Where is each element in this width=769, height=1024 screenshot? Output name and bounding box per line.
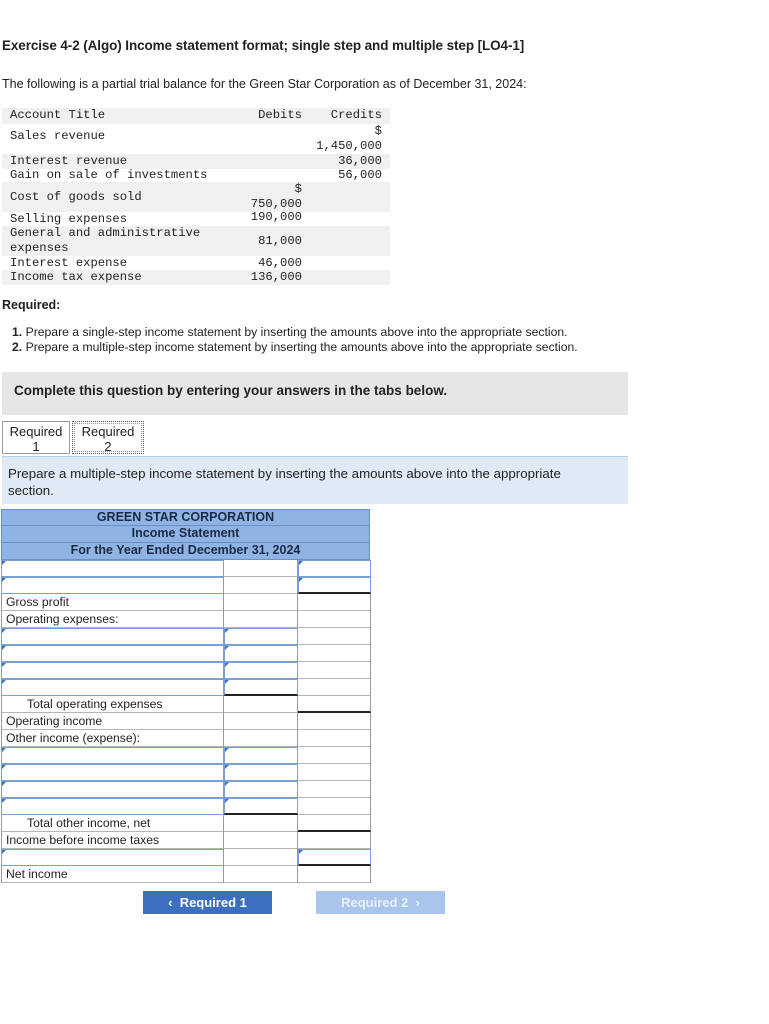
statement-row bbox=[1, 730, 371, 747]
table-row bbox=[2, 270, 390, 285]
header-debits: Debits bbox=[258, 108, 302, 122]
label-cell bbox=[1, 594, 224, 611]
amount-input[interactable] bbox=[298, 577, 371, 594]
prev-required-1-button[interactable]: ‹ Required 1 bbox=[143, 891, 272, 914]
credit-amount: $ 1,450,000 bbox=[307, 124, 382, 154]
account-input[interactable] bbox=[1, 577, 224, 594]
amount-input[interactable] bbox=[224, 798, 298, 815]
amount-cell bbox=[298, 781, 371, 798]
amount-input[interactable] bbox=[298, 560, 371, 577]
table-row bbox=[2, 212, 390, 227]
trial-balance-header-row bbox=[2, 108, 390, 124]
account-input[interactable] bbox=[1, 662, 224, 679]
amount-input[interactable] bbox=[224, 781, 298, 798]
account-input[interactable] bbox=[1, 747, 224, 764]
amount-input[interactable] bbox=[224, 628, 298, 645]
amount-cell bbox=[224, 560, 298, 577]
account-name: Gain on sale of investments bbox=[10, 168, 208, 182]
prompt-text: Prepare a multiple-step income statement by inserting the amounts above into the appropriate section. bbox=[8, 466, 561, 498]
other-income-label: Other income (expense): bbox=[6, 731, 141, 745]
instruction-text: Complete this question by entering your answers in the tabs below. bbox=[14, 383, 448, 398]
amount-input[interactable] bbox=[224, 645, 298, 662]
instruction-banner bbox=[2, 372, 628, 415]
tab-prompt bbox=[2, 456, 628, 504]
label-cell bbox=[1, 815, 224, 832]
amount-cell bbox=[224, 594, 298, 611]
required-heading: Required: bbox=[2, 298, 61, 312]
credit-amount: 56,000 bbox=[338, 168, 382, 182]
account-input[interactable] bbox=[1, 628, 224, 645]
statement-row bbox=[1, 560, 371, 577]
statement-name: Income Statement bbox=[1, 526, 370, 543]
amount-input[interactable] bbox=[224, 747, 298, 764]
debit-amount: 190,000 bbox=[250, 210, 302, 224]
label-cell bbox=[1, 696, 224, 713]
gross-profit-label: Gross profit bbox=[6, 595, 69, 609]
label-cell bbox=[1, 611, 224, 628]
amount-cell bbox=[298, 832, 371, 849]
statement-row bbox=[1, 679, 371, 696]
amount-cell bbox=[298, 594, 371, 611]
amount-cell bbox=[224, 866, 298, 883]
table-row bbox=[2, 124, 390, 154]
list-item: 1. Prepare a single-step income statement by inserting the amounts above into the appropriate section. bbox=[12, 325, 568, 339]
amount-cell bbox=[224, 713, 298, 730]
tab-required-1[interactable]: Required 1 bbox=[2, 421, 70, 454]
amount-cell bbox=[224, 611, 298, 628]
statement-row bbox=[1, 594, 371, 611]
credit-amount: 36,000 bbox=[338, 154, 382, 168]
statement-row bbox=[1, 645, 371, 662]
label-cell bbox=[1, 832, 224, 849]
income-before-taxes-label: Income before income taxes bbox=[6, 833, 160, 847]
amount-cell bbox=[224, 815, 298, 832]
statement-row bbox=[1, 577, 371, 594]
amount-cell bbox=[298, 662, 371, 679]
amount-cell bbox=[298, 866, 371, 883]
operating-income-label: Operating income bbox=[6, 714, 103, 728]
statement-row bbox=[1, 866, 371, 883]
statement-row bbox=[1, 611, 371, 628]
table-row bbox=[2, 256, 390, 271]
statement-row bbox=[1, 832, 371, 849]
total-other-income-label: Total other income, net bbox=[27, 816, 151, 830]
label-cell bbox=[1, 713, 224, 730]
account-input[interactable] bbox=[1, 679, 224, 696]
statement-row bbox=[1, 628, 371, 645]
debit-amount: 136,000 bbox=[250, 270, 302, 284]
label-cell bbox=[1, 866, 224, 883]
total-operating-expenses-label: Total operating expenses bbox=[27, 697, 163, 711]
operating-expenses-label: Operating expenses: bbox=[6, 612, 119, 626]
amount-cell bbox=[298, 747, 371, 764]
exercise-title: Exercise 4-2 (Algo) Income statement format; single step and multiple step [LO4-1] bbox=[2, 38, 525, 53]
required-list bbox=[12, 325, 578, 355]
dollar-sign: $ bbox=[294, 182, 302, 196]
amount-cell bbox=[224, 577, 298, 594]
amount-cell bbox=[224, 696, 298, 713]
account-input[interactable] bbox=[1, 798, 224, 815]
amount-cell bbox=[298, 815, 371, 832]
amount-cell bbox=[224, 832, 298, 849]
amount-cell bbox=[298, 730, 371, 747]
list-item: 2. Prepare a multiple-step income statement by inserting the amounts above into the appropriate section. bbox=[12, 340, 578, 354]
tab-required-2[interactable]: Required 2 bbox=[72, 421, 144, 454]
amount-input[interactable] bbox=[298, 849, 371, 866]
account-input[interactable] bbox=[1, 764, 224, 781]
amount-input[interactable] bbox=[224, 662, 298, 679]
amount-cell bbox=[298, 764, 371, 781]
account-input[interactable] bbox=[1, 560, 224, 577]
amount-input[interactable] bbox=[224, 764, 298, 781]
amount-cell bbox=[224, 849, 298, 866]
intro-text: The following is a partial trial balance for the Green Star Corporation as of December 31, 2024: bbox=[2, 77, 527, 91]
debit-amount: $ 750,000 bbox=[234, 182, 302, 212]
account-name: Interest revenue bbox=[10, 154, 128, 168]
account-input[interactable] bbox=[1, 849, 224, 866]
account-name: General and administrative expenses bbox=[10, 226, 201, 255]
amount-cell bbox=[298, 628, 371, 645]
account-name: Income tax expense bbox=[10, 270, 142, 284]
amount-cell bbox=[224, 730, 298, 747]
debit-amount: 81,000 bbox=[258, 234, 302, 248]
chevron-right-icon: › bbox=[415, 895, 420, 910]
table-row bbox=[2, 154, 390, 169]
amount-cell bbox=[298, 798, 371, 815]
statement-row bbox=[1, 764, 371, 781]
account-name: Sales revenue bbox=[10, 129, 106, 143]
account-name: Cost of goods sold bbox=[10, 190, 142, 204]
account-input[interactable] bbox=[1, 645, 224, 662]
statement-period: For the Year Ended December 31, 2024 bbox=[1, 543, 370, 560]
header-account-title: Account Title bbox=[10, 108, 106, 122]
account-name: Selling expenses bbox=[10, 212, 128, 226]
table-row bbox=[2, 168, 390, 183]
statement-company: GREEN STAR CORPORATION bbox=[1, 509, 370, 526]
dollar-sign: $ bbox=[374, 124, 382, 138]
table-row bbox=[2, 182, 390, 212]
account-name: Interest expense bbox=[10, 256, 128, 270]
statement-row bbox=[1, 696, 371, 713]
net-income-label: Net income bbox=[6, 867, 68, 881]
statement-row bbox=[1, 815, 371, 832]
statement-row bbox=[1, 781, 371, 798]
table-row bbox=[2, 226, 390, 256]
amount-cell bbox=[298, 645, 371, 662]
statement-row bbox=[1, 713, 371, 730]
header-credits: Credits bbox=[330, 108, 382, 122]
label-cell bbox=[1, 730, 224, 747]
amount-input[interactable] bbox=[224, 679, 298, 696]
next-required-2-button[interactable]: Required 2 › bbox=[316, 891, 445, 914]
chevron-left-icon: ‹ bbox=[168, 895, 173, 910]
amount-cell bbox=[298, 713, 371, 730]
statement-row bbox=[1, 849, 371, 866]
statement-row bbox=[1, 662, 371, 679]
statement-row bbox=[1, 798, 371, 815]
amount-cell bbox=[298, 679, 371, 696]
amount-cell bbox=[298, 611, 371, 628]
account-input[interactable] bbox=[1, 781, 224, 798]
statement-row bbox=[1, 747, 371, 764]
amount-cell bbox=[298, 696, 371, 713]
debit-amount: 46,000 bbox=[258, 256, 302, 270]
